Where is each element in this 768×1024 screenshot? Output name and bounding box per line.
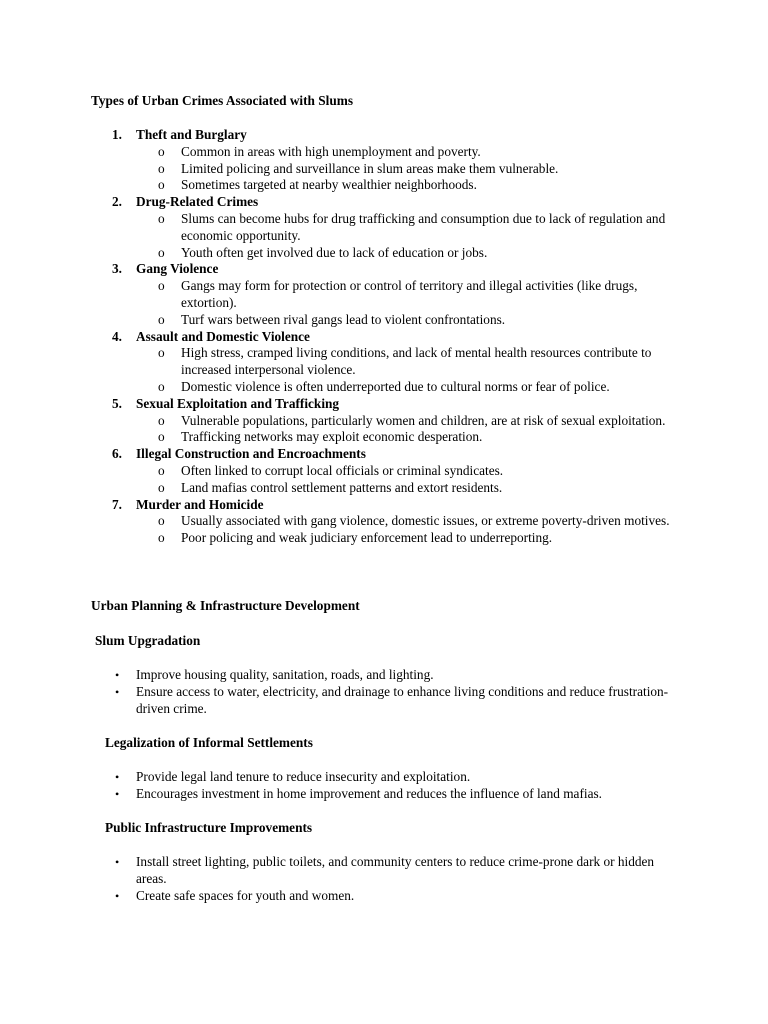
bullet-marker: o <box>158 412 165 428</box>
sub-list-item <box>158 143 673 161</box>
bullet-dot: • <box>115 684 120 699</box>
sub-list-item <box>158 429 673 446</box>
sub-list-item <box>158 244 673 262</box>
bullet-marker: o <box>158 160 165 176</box>
sub-item-text: High stress, cramped living conditions, and lack of mental health resources contribute to increased interpersonal violence. <box>181 345 652 378</box>
bullet-dot: • <box>115 786 120 801</box>
bullet-marker: o <box>158 210 165 226</box>
bullet-marker: o <box>158 513 165 529</box>
item-title: Drug-Related Crimes <box>136 194 259 210</box>
sub-item-text: Domestic violence is often underreported due to cultural norms or fear of police. <box>181 378 610 394</box>
bullet-text: Create safe spaces for youth and women. <box>136 887 355 903</box>
item-title: Illegal Construction and Encroachments <box>136 446 366 462</box>
sub-list-item <box>158 160 673 178</box>
list-item <box>115 683 681 718</box>
sub-list-item <box>158 462 673 480</box>
sub-list-item <box>158 479 673 497</box>
item-number: 6. <box>112 446 122 462</box>
sub-list <box>0 211 768 261</box>
bullet-dot: • <box>115 770 120 784</box>
sub-list-item <box>158 210 673 245</box>
sub-list-item <box>158 530 673 547</box>
bullet-marker: o <box>158 311 165 327</box>
bullet-marker: o <box>158 378 165 394</box>
sub-list-item <box>158 378 673 396</box>
legalization-list <box>0 769 768 803</box>
item-title: Sexual Exploitation and Trafficking <box>136 395 340 411</box>
section-heading-urban-crimes: Types of Urban Crimes Associated with Slums <box>91 93 354 108</box>
sub-list-item <box>158 513 673 530</box>
list-item <box>0 329 768 396</box>
sub-item-text: Poor policing and weak judiciary enforcement lead to underreporting. <box>181 530 553 546</box>
item-number: 7. <box>112 496 122 512</box>
sub-item-text: Trafficking networks may exploit economic desperation. <box>181 429 483 445</box>
list-item <box>0 497 768 547</box>
list-item <box>115 887 681 905</box>
bullet-marker: o <box>158 462 165 478</box>
list-item <box>0 127 768 194</box>
item-number: 3. <box>112 261 122 277</box>
sub-item-text: Land mafias control settlement patterns and extort residents. <box>181 479 503 495</box>
bullet-text: Improve housing quality, sanitation, roads, and lighting. <box>136 667 434 682</box>
bullet-text: Install street lighting, public toilets, and community centers to reduce crime-prone dark or hidden areas. <box>136 854 655 886</box>
bullet-marker: o <box>158 345 165 361</box>
sub-list-item <box>158 345 673 379</box>
sub-list-item <box>158 412 673 430</box>
public-infrastructure-list <box>0 854 768 904</box>
crime-types-list <box>0 127 768 547</box>
sub-list <box>0 463 768 497</box>
bullet-text: Provide legal land tenure to reduce insecurity and exploitation. <box>136 769 471 784</box>
bullet-dot: • <box>115 668 120 682</box>
bullet-marker: o <box>158 177 165 193</box>
slum-upgradation-list <box>0 667 768 717</box>
sub-item-text: Common in areas with high unemployment and poverty. <box>181 143 481 159</box>
subsection-heading-public-infrastructure: Public Infrastructure Improvements <box>105 820 313 835</box>
sub-item-text: Limited policing and surveillance in slum areas make them vulnerable. <box>181 160 559 176</box>
sub-list-item <box>158 278 673 312</box>
sub-item-text: Usually associated with gang violence, domestic issues, or extreme poverty-driven motives. <box>181 513 670 529</box>
subsection-heading-slum-upgradation: Slum Upgradation <box>95 633 201 648</box>
sub-item-text: Turf wars between rival gangs lead to violent confrontations. <box>181 311 506 327</box>
list-item <box>115 785 681 803</box>
bullet-dot: • <box>115 855 120 869</box>
item-title: Gang Violence <box>136 261 219 277</box>
sub-item-text: Slums can become hubs for drug trafficking and consumption due to lack of regulation and economic opportunity. <box>181 210 666 243</box>
list-item <box>115 667 681 684</box>
subsection-heading-legalization: Legalization of Informal Settlements <box>105 735 313 750</box>
list-item <box>0 396 768 446</box>
sub-item-text: Youth often get involved due to lack of education or jobs. <box>181 244 488 260</box>
bullet-marker: o <box>158 429 165 445</box>
sub-list <box>0 345 768 395</box>
sub-list-item <box>158 177 673 194</box>
sub-list <box>0 513 768 547</box>
section-heading-urban-planning: Urban Planning & Infrastructure Development <box>91 598 360 613</box>
bullet-marker: o <box>158 244 165 260</box>
list-item <box>0 446 768 496</box>
item-number: 5. <box>112 395 122 411</box>
bullet-text: Ensure access to water, electricity, and drainage to enhance living conditions and reduce frustration-driven crime. <box>136 683 669 716</box>
list-item <box>115 769 681 786</box>
item-number: 1. <box>112 127 122 142</box>
sub-list <box>0 413 768 447</box>
sub-list <box>0 278 768 328</box>
list-item <box>0 261 768 328</box>
item-title: Assault and Domestic Violence <box>136 328 310 344</box>
list-item <box>0 194 768 261</box>
item-number: 4. <box>112 328 122 344</box>
bullet-marker: o <box>158 479 165 495</box>
bullet-marker: o <box>158 143 165 159</box>
sub-list <box>0 144 768 194</box>
sub-list-item <box>158 311 673 329</box>
sub-item-text: Sometimes targeted at nearby wealthier neighborhoods. <box>181 177 477 193</box>
list-item <box>115 854 681 888</box>
bullet-marker: o <box>158 278 165 294</box>
item-number: 2. <box>112 194 122 210</box>
bullet-marker: o <box>158 530 165 546</box>
bullet-text: Encourages investment in home improvement and reduces the influence of land mafias. <box>136 785 602 801</box>
sub-item-text: Often linked to corrupt local officials or criminal syndicates. <box>181 462 504 478</box>
sub-item-text: Gangs may form for protection or control of territory and illegal activities (like drugs, extortion). <box>181 278 638 310</box>
item-title: Murder and Homicide <box>136 496 264 512</box>
item-title: Theft and Burglary <box>136 127 247 142</box>
sub-item-text: Vulnerable populations, particularly women and children, are at risk of sexual exploitation. <box>181 412 666 428</box>
bullet-dot: • <box>115 888 120 903</box>
